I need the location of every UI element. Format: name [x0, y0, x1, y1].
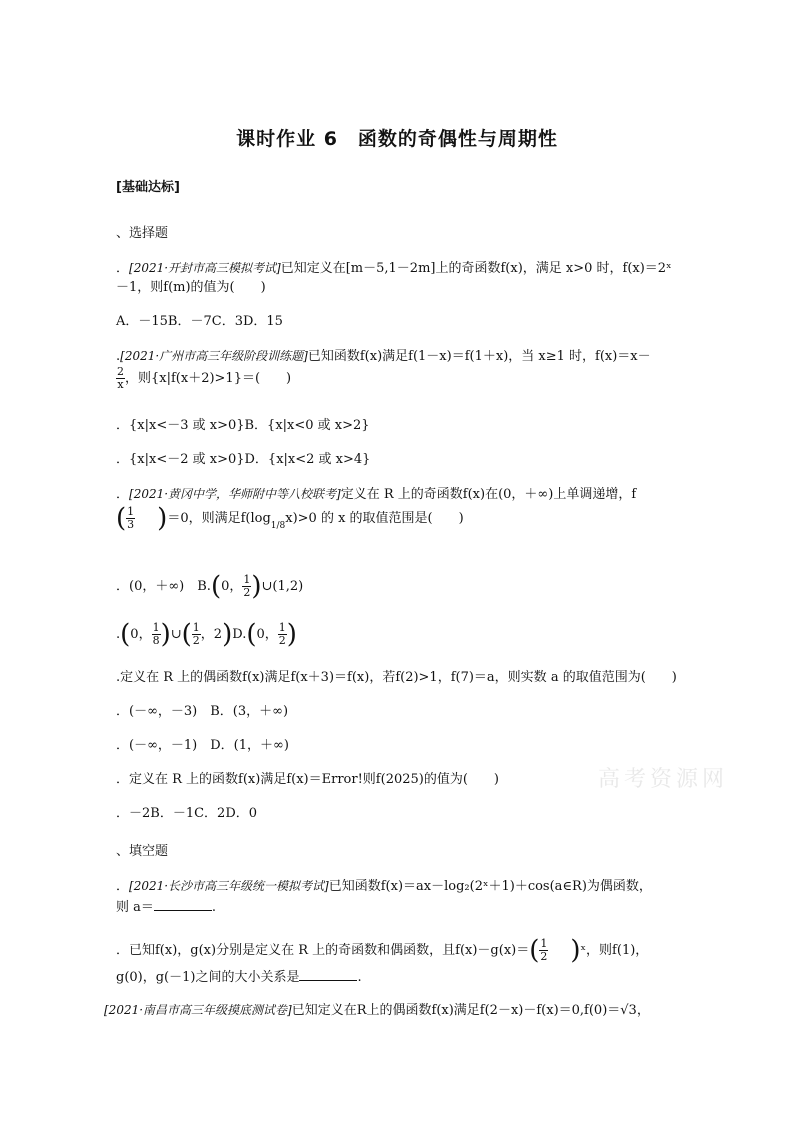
q2-fraction: $\frac{2}{x}$	[117, 365, 124, 391]
q7-line2: g(0)，g(－1)之间的大小关系是 .	[116, 970, 362, 985]
q3-options-ab: ．(0，＋∞) B.(0， $\frac{1}{2}$ )∪(1,2)	[116, 571, 304, 602]
part1-heading: 、选择题	[116, 226, 169, 241]
q1-line2: －1，则f(m)的值为( )	[116, 280, 266, 295]
q8-line1: [2021·南昌市高三年级摸底测试卷]已知定义在R上的偶函数f(x)满足f(2－x)－f(x)＝0,f(0)＝√3，	[104, 1003, 650, 1018]
q4-options-cd: ．(－∞，－1) D．(1，＋∞)	[116, 738, 289, 753]
q5-options: ．－2B．－1C．2D．0	[116, 806, 258, 821]
page-title: 课时作业 6 函数的奇偶性与周期性	[236, 128, 558, 150]
q1-line1: ．[2021·开封市高三模拟考试]已知定义在[m－5,1－2m]上的奇函数f(x)，满足 x>0 时，f(x)＝2ˣ	[116, 261, 672, 276]
q6-line2: 则 a＝ .	[116, 900, 217, 915]
q1-source: [2021·开封市高三模拟考试]	[129, 261, 281, 275]
q2-source: [2021·广州市高三年级阶段训练题]	[120, 349, 308, 363]
q4-options-ab: ．(－∞，－3) B．(3，＋∞)	[116, 704, 289, 719]
q3-options-cd: .(0， $\frac{1}{8}$ )∪( $\frac{1}{2}$ ，2)D.(0， $\frac{1}{2}$ )	[116, 619, 297, 650]
q2-line1: .[2021·广州市高三年级阶段训练题]已知函数f(x)满足f(1－x)＝f(1＋x)，当 x≥1 时，f(x)＝x－	[116, 349, 651, 364]
q6-line1: ．[2021·长沙市高三年级统一模拟考试]已知函数f(x)＝ax－log₂(2ˣ＋1)＋cos(a∈R)为偶函数，	[116, 879, 652, 894]
q2-options-ab: ．{x|x<－3 或 x>0}B．{x|x<0 或 x>2}	[116, 418, 370, 433]
q1-options: A．－15B．－7C．3D．15	[116, 314, 283, 329]
q3-source: [2021·黄冈中学，华师附中等八校联考]	[129, 487, 341, 501]
q5-line1: ．定义在 R 上的函数f(x)满足f(x)＝Error!则f(2025)的值为( )	[116, 772, 499, 787]
q6-source: [2021·长沙市高三年级统一模拟考试]	[129, 879, 329, 893]
q7-line1: ．已知f(x)，g(x)分别是定义在 R 上的奇函数和偶函数，且f(x)－g(x)＝( $\frac{1}{2}$ )ˣ，则f(1)，	[116, 935, 649, 966]
q3-line2: ( $\frac{1}{3}$ )＝0，则满足$f(\log_{1/8}x)>0$ 的 x 的取值范围是( )	[116, 503, 464, 534]
q6-answer-blank	[154, 898, 212, 911]
watermark: 高考资源网	[598, 767, 729, 792]
q2-line2: $\frac{2}{x}$ ，则{x|f(x＋2)>1}＝( )	[117, 365, 292, 391]
q7-answer-blank	[299, 968, 357, 981]
q2-options-cd: ．{x|x<－2 或 x>0}D．{x|x<2 或 x>4}	[116, 452, 371, 467]
q3-line1: ．[2021·黄冈中学，华师附中等八校联考]定义在 R 上的奇函数f(x)在(0，＋∞)上单调递增，f	[116, 487, 637, 502]
part2-heading: 、填空题	[116, 844, 169, 859]
section-basic: [基础达标]	[116, 180, 180, 195]
q4-line1: .定义在 R 上的偶函数f(x)满足f(x＋3)＝f(x)，若f(2)>1，f(7)＝a，则实数 a 的取值范围为( )	[116, 670, 677, 685]
q8-source: [2021·南昌市高三年级摸底测试卷]	[104, 1003, 292, 1017]
